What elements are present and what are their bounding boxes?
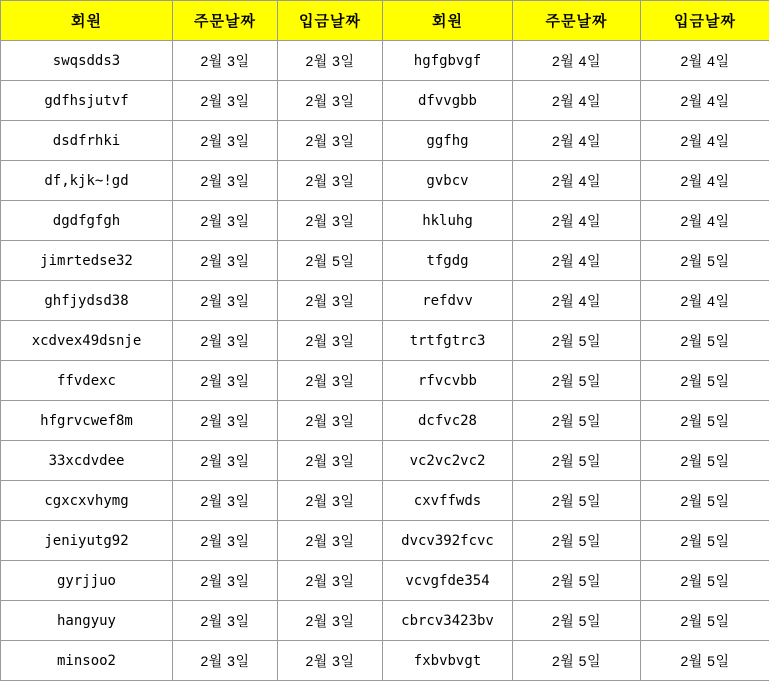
cell-member-1: cgxcxvhymg (1, 481, 173, 521)
cell-order-date-1: 2월 3일 (173, 521, 278, 561)
table-row (1, 241, 769, 281)
cell-order-date-1: 2월 3일 (173, 641, 278, 681)
table-row (1, 161, 769, 201)
cell-order-date-2: 2월 5일 (513, 481, 641, 521)
cell-member-2: dcfvc28 (383, 401, 513, 441)
cell-order-date-2: 2월 4일 (513, 81, 641, 121)
column-header-member-2: 회원 (383, 1, 513, 41)
table-row (1, 481, 769, 521)
cell-member-1: jimrtedse32 (1, 241, 173, 281)
cell-member-2: hgfgbvgf (383, 41, 513, 81)
cell-order-date-2: 2월 4일 (513, 121, 641, 161)
cell-member-2: fxbvbvgt (383, 641, 513, 681)
cell-payment-date-2: 2월 5일 (641, 241, 769, 281)
cell-member-2: vc2vc2vc2 (383, 441, 513, 481)
cell-order-date-2: 2월 4일 (513, 41, 641, 81)
cell-order-date-2: 2월 5일 (513, 321, 641, 361)
cell-order-date-1: 2월 3일 (173, 361, 278, 401)
cell-payment-date-2: 2월 4일 (641, 161, 769, 201)
column-header-payment-date-2: 입금날짜 (641, 1, 769, 41)
cell-payment-date-1: 2월 3일 (278, 401, 383, 441)
cell-payment-date-1: 2월 3일 (278, 481, 383, 521)
cell-order-date-1: 2월 3일 (173, 321, 278, 361)
cell-order-date-2: 2월 4일 (513, 241, 641, 281)
table-body (1, 41, 769, 681)
cell-order-date-2: 2월 5일 (513, 361, 641, 401)
cell-order-date-1: 2월 3일 (173, 401, 278, 441)
cell-member-2: tfgdg (383, 241, 513, 281)
cell-payment-date-1: 2월 3일 (278, 521, 383, 561)
cell-order-date-2: 2월 5일 (513, 521, 641, 561)
cell-payment-date-2: 2월 5일 (641, 321, 769, 361)
cell-payment-date-2: 2월 4일 (641, 121, 769, 161)
table-row (1, 401, 769, 441)
cell-payment-date-2: 2월 4일 (641, 201, 769, 241)
cell-payment-date-1: 2월 3일 (278, 641, 383, 681)
table-row (1, 281, 769, 321)
cell-member-1: ghfjydsd38 (1, 281, 173, 321)
cell-payment-date-2: 2월 4일 (641, 41, 769, 81)
cell-order-date-1: 2월 3일 (173, 241, 278, 281)
table-row (1, 521, 769, 561)
cell-order-date-2: 2월 4일 (513, 281, 641, 321)
cell-member-2: dvcv392fcvc (383, 521, 513, 561)
cell-order-date-1: 2월 3일 (173, 561, 278, 601)
cell-member-1: dsdfrhki (1, 121, 173, 161)
cell-payment-date-1: 2월 3일 (278, 161, 383, 201)
cell-payment-date-2: 2월 5일 (641, 401, 769, 441)
cell-member-2: trtfgtrc3 (383, 321, 513, 361)
cell-payment-date-2: 2월 5일 (641, 601, 769, 641)
cell-member-1: gdfhsjutvf (1, 81, 173, 121)
cell-member-1: xcdvex49dsnje (1, 321, 173, 361)
cell-member-1: gyrjjuo (1, 561, 173, 601)
table-row (1, 201, 769, 241)
cell-order-date-2: 2월 4일 (513, 161, 641, 201)
table-row (1, 561, 769, 601)
cell-member-1: df,kjk~!gd (1, 161, 173, 201)
cell-member-1: dgdfgfgh (1, 201, 173, 241)
cell-payment-date-2: 2월 5일 (641, 641, 769, 681)
cell-order-date-1: 2월 3일 (173, 81, 278, 121)
cell-member-2: gvbcv (383, 161, 513, 201)
cell-payment-date-1: 2월 3일 (278, 41, 383, 81)
cell-member-2: cbrcv3423bv (383, 601, 513, 641)
cell-order-date-1: 2월 3일 (173, 161, 278, 201)
cell-member-1: jeniyutg92 (1, 521, 173, 561)
cell-member-2: vcvgfde354 (383, 561, 513, 601)
cell-order-date-2: 2월 4일 (513, 201, 641, 241)
cell-member-2: cxvffwds (383, 481, 513, 521)
cell-payment-date-2: 2월 5일 (641, 561, 769, 601)
cell-payment-date-1: 2월 3일 (278, 281, 383, 321)
column-header-payment-date-1: 입금날짜 (278, 1, 383, 41)
table-row (1, 361, 769, 401)
cell-payment-date-1: 2월 3일 (278, 601, 383, 641)
cell-order-date-1: 2월 3일 (173, 601, 278, 641)
cell-member-1: ffvdexc (1, 361, 173, 401)
cell-member-2: refdvv (383, 281, 513, 321)
column-header-member-1: 회원 (1, 1, 173, 41)
cell-payment-date-1: 2월 3일 (278, 561, 383, 601)
table-header (1, 1, 769, 41)
cell-order-date-2: 2월 5일 (513, 401, 641, 441)
cell-payment-date-2: 2월 5일 (641, 481, 769, 521)
cell-payment-date-1: 2월 3일 (278, 201, 383, 241)
cell-payment-date-1: 2월 3일 (278, 441, 383, 481)
cell-member-2: ggfhg (383, 121, 513, 161)
table-header-row (1, 1, 769, 41)
cell-member-2: dfvvgbb (383, 81, 513, 121)
table-row (1, 441, 769, 481)
cell-order-date-1: 2월 3일 (173, 201, 278, 241)
cell-payment-date-2: 2월 4일 (641, 81, 769, 121)
cell-order-date-1: 2월 3일 (173, 121, 278, 161)
cell-order-date-2: 2월 5일 (513, 441, 641, 481)
cell-order-date-1: 2월 3일 (173, 441, 278, 481)
table-row (1, 121, 769, 161)
column-header-order-date-2: 주문날짜 (513, 1, 641, 41)
cell-payment-date-2: 2월 4일 (641, 281, 769, 321)
table-row (1, 81, 769, 121)
cell-member-1: swqsdds3 (1, 41, 173, 81)
cell-payment-date-1: 2월 3일 (278, 361, 383, 401)
cell-member-1: minsoo2 (1, 641, 173, 681)
cell-order-date-2: 2월 5일 (513, 641, 641, 681)
cell-order-date-1: 2월 3일 (173, 281, 278, 321)
cell-member-2: rfvcvbb (383, 361, 513, 401)
cell-payment-date-2: 2월 5일 (641, 361, 769, 401)
table-row (1, 641, 769, 681)
table-row (1, 321, 769, 361)
cell-payment-date-1: 2월 3일 (278, 121, 383, 161)
cell-order-date-2: 2월 5일 (513, 561, 641, 601)
table-row (1, 601, 769, 641)
cell-member-1: hfgrvcwef8m (1, 401, 173, 441)
cell-payment-date-2: 2월 5일 (641, 521, 769, 561)
cell-payment-date-2: 2월 5일 (641, 441, 769, 481)
cell-payment-date-1: 2월 3일 (278, 321, 383, 361)
cell-payment-date-1: 2월 3일 (278, 81, 383, 121)
cell-order-date-1: 2월 3일 (173, 41, 278, 81)
cell-member-1: 33xcdvdee (1, 441, 173, 481)
cell-member-1: hangyuy (1, 601, 173, 641)
cell-order-date-2: 2월 5일 (513, 601, 641, 641)
cell-order-date-1: 2월 3일 (173, 481, 278, 521)
table-row (1, 41, 769, 81)
cell-member-2: hkluhg (383, 201, 513, 241)
cell-payment-date-1: 2월 5일 (278, 241, 383, 281)
column-header-order-date-1: 주문날짜 (173, 1, 278, 41)
